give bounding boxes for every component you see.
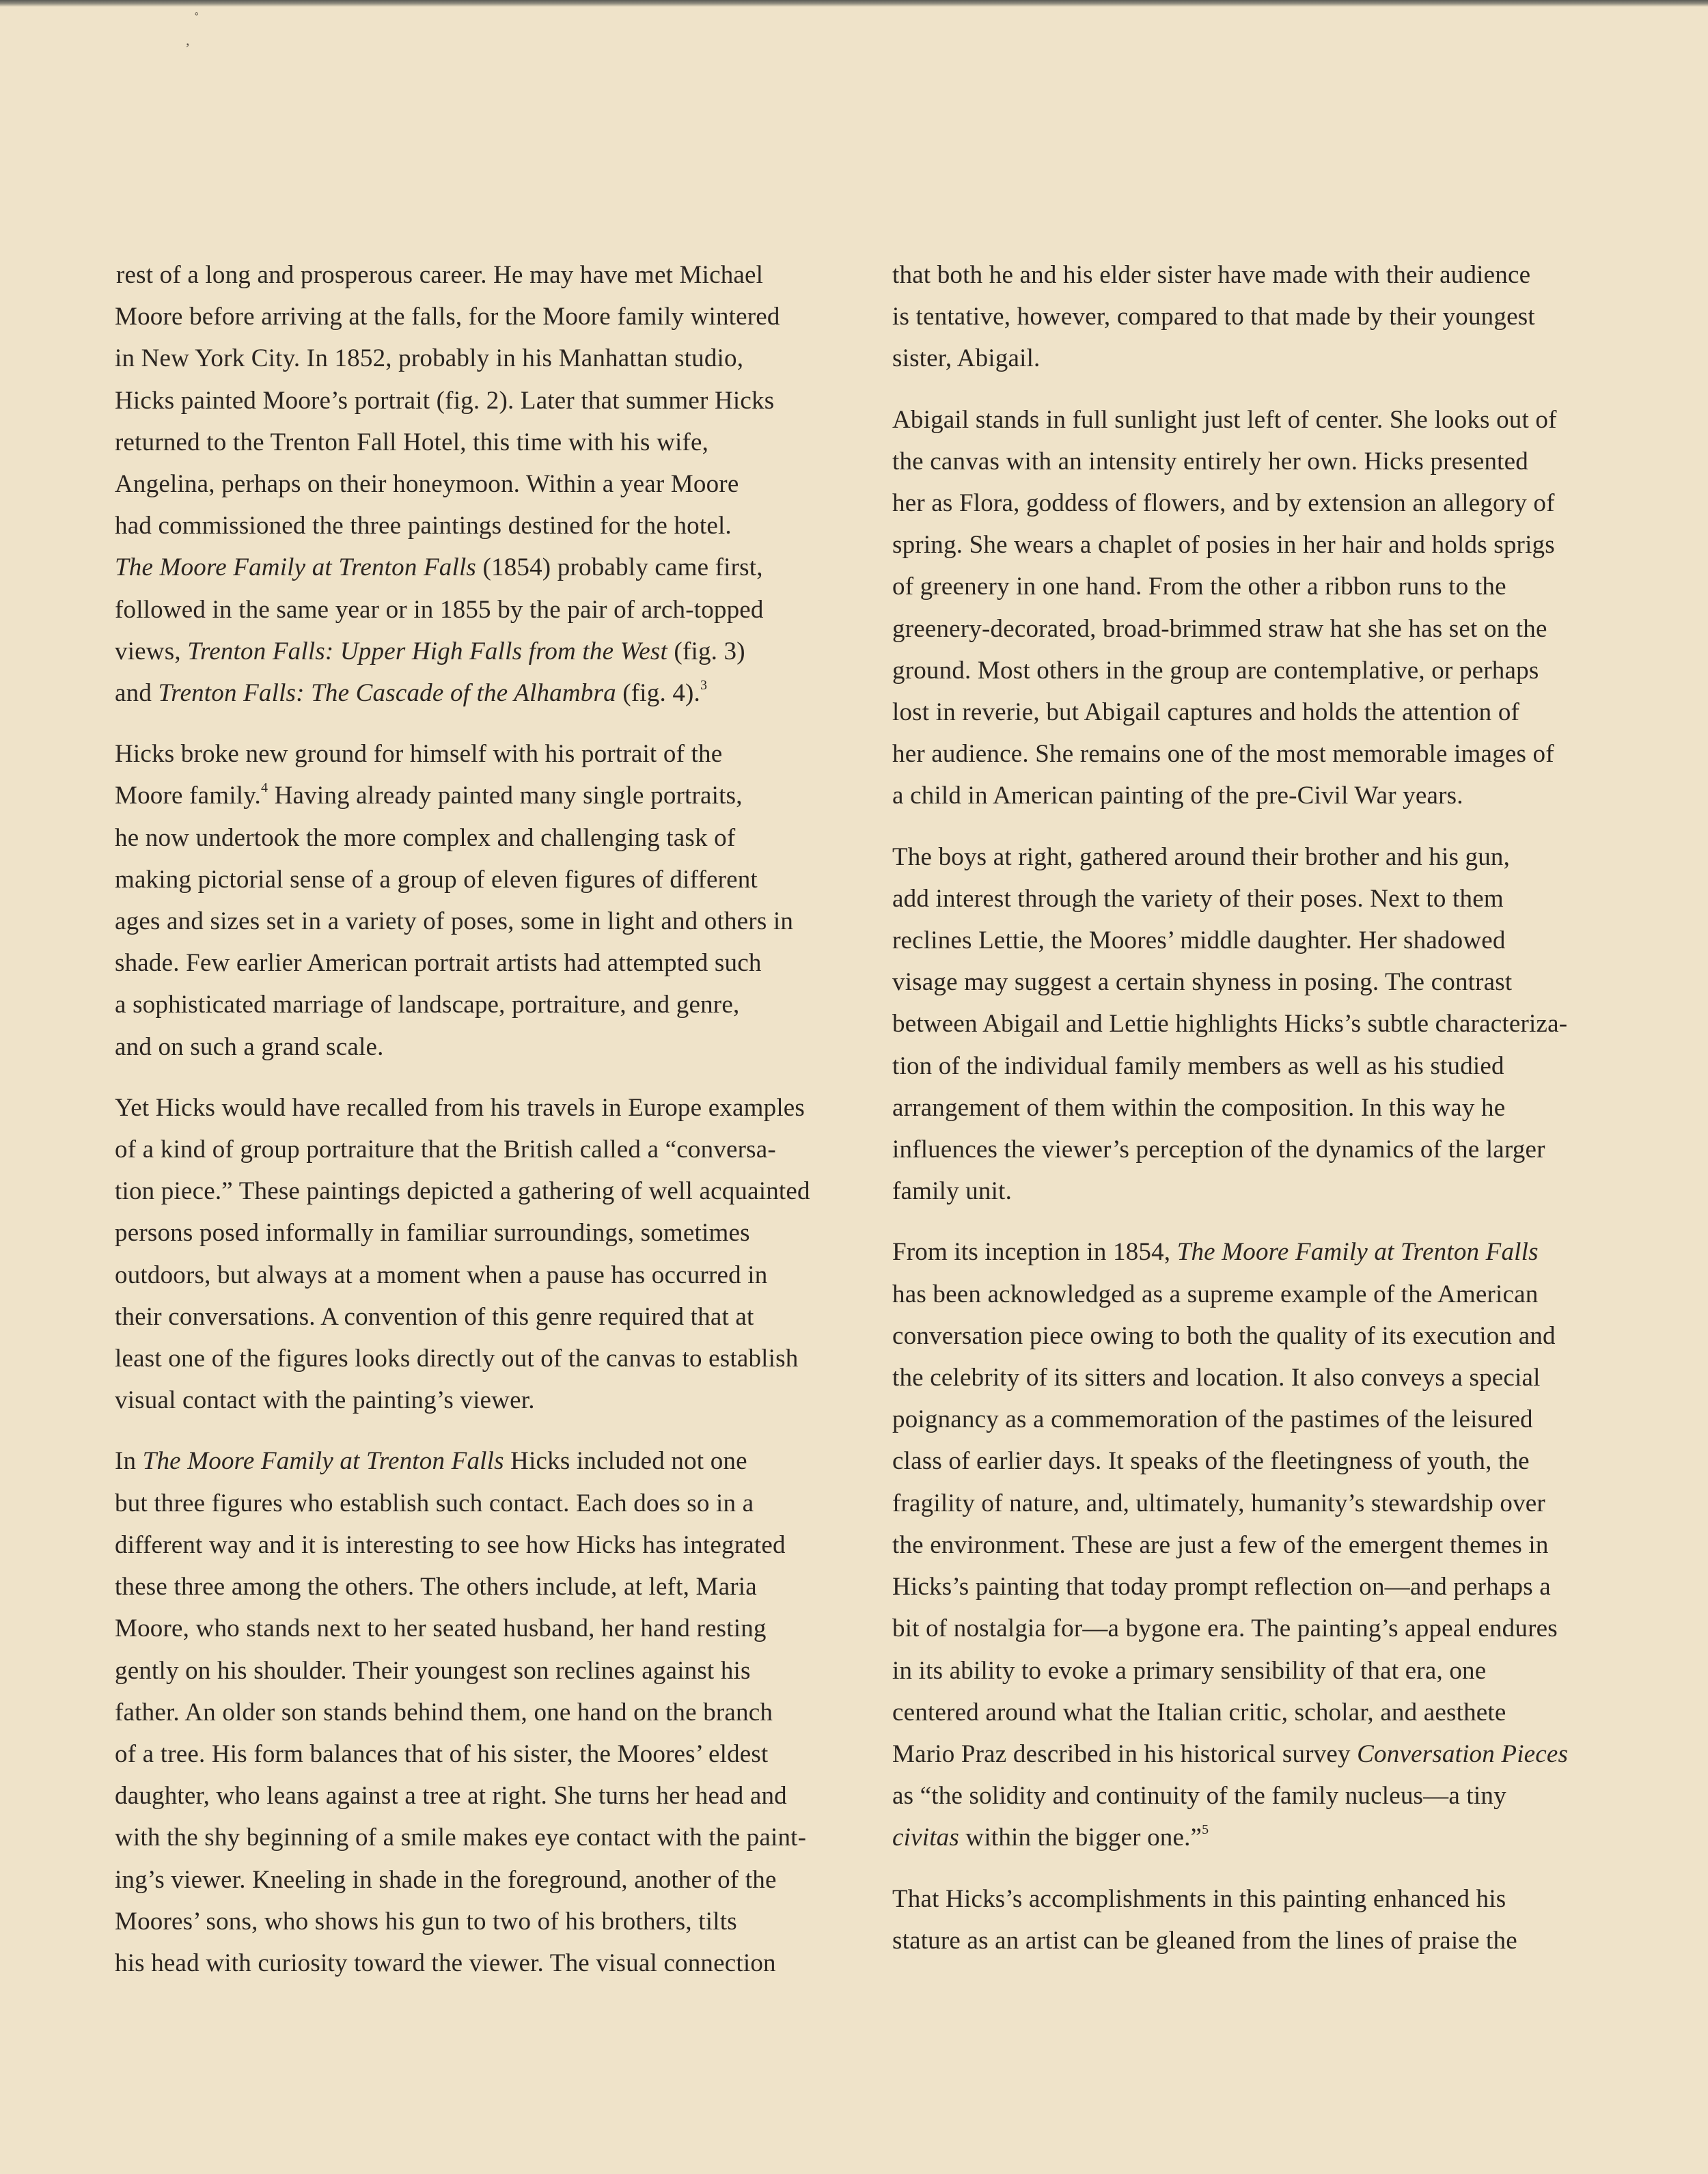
- text-line: [115, 1608, 873, 1649]
- text-line: [115, 1087, 873, 1129]
- text-line: [892, 296, 1616, 338]
- italic-title: The Moore Family at Trenton Falls: [1176, 1238, 1539, 1267]
- text-line: [892, 338, 1616, 379]
- text-run: of greenery in one hand. From the other a ribbon runs to the: [892, 573, 1506, 601]
- paragraph: [892, 399, 1616, 817]
- paragraph: [892, 1231, 1616, 1858]
- text-run: shade. Few earlier American portrait artists had attempted such: [115, 949, 762, 978]
- text-run: the celebrity of its sitters and location. It also conveys a special: [892, 1364, 1541, 1392]
- text-line: [115, 254, 873, 296]
- text-run: Moores’ sons, who shows his gun to two of his brothers, tilts: [115, 1907, 737, 1936]
- text-run: in its ability to evoke a primary sensibility of that era, one: [892, 1656, 1487, 1685]
- text-run: class of earlier days. It speaks of the fleetingness of youth, the: [892, 1447, 1530, 1476]
- text-line: [892, 1003, 1616, 1045]
- text-run: centered around what the Italian critic, scholar, and aesthete: [892, 1698, 1506, 1726]
- text-line: [892, 733, 1616, 775]
- text-run: Having already painted many single portraits,: [268, 782, 743, 810]
- text-column-left: [115, 254, 873, 2003]
- text-run: influences the viewer’s perception of the dynamics of the larger: [892, 1136, 1545, 1164]
- text-run: tion of the individual family members as well as his studied: [892, 1051, 1504, 1080]
- text-line: [115, 1379, 873, 1421]
- text-line: [115, 1692, 873, 1733]
- text-line: [892, 775, 1616, 816]
- text-run: he now undertook the more complex and challenging task of: [115, 823, 736, 852]
- text-run: her audience. She remains one of the most memorable images of: [892, 740, 1554, 769]
- text-line: [892, 1566, 1616, 1608]
- text-run: (fig. 4).: [616, 679, 701, 708]
- text-run: Hicks included not one: [504, 1447, 747, 1476]
- text-run: From its inception in 1854,: [892, 1238, 1177, 1267]
- text-line: [892, 1920, 1616, 1962]
- text-run: daughter, who leans against a tree at right. She turns her head and: [115, 1782, 787, 1811]
- scan-top-edge: [0, 0, 1708, 7]
- text-run: least one of the figures looks directly out of the canvas to establish: [115, 1345, 799, 1373]
- text-line: [892, 1087, 1616, 1129]
- text-line: [892, 961, 1616, 1003]
- text-line: [892, 1357, 1616, 1399]
- text-run: of a kind of group portraiture that the British called a “conversa-: [115, 1136, 776, 1164]
- text-run: of a tree. His form balances that of his sister, the Moores’ eldest: [115, 1739, 769, 1768]
- text-run: Hicks painted Moore’s portrait (fig. 2). Later that summer Hicks: [115, 386, 775, 415]
- text-run: that both he and his elder sister have made with their audience: [892, 261, 1531, 289]
- text-run: fragility of nature, and, ultimately, humanity’s stewardship over: [892, 1489, 1545, 1517]
- paragraph: [115, 1087, 873, 1422]
- text-run: Yet Hicks would have recalled from his travels in Europe examples: [115, 1093, 805, 1122]
- text-run: visage may suggest a certain shyness in posing. The contrast: [892, 968, 1513, 997]
- text-line: [115, 733, 873, 775]
- text-line: [892, 1483, 1616, 1524]
- text-run: in New York City. In 1852, probably in his Manhattan studio,: [115, 344, 744, 373]
- text-run: had commissioned the three paintings destined for the hotel.: [115, 512, 732, 540]
- text-line: [892, 482, 1616, 524]
- text-line: [892, 691, 1616, 733]
- text-line: [115, 1440, 873, 1482]
- text-line: [892, 650, 1616, 691]
- text-run: making pictorial sense of a group of eleven figures of different: [115, 865, 758, 894]
- paragraph: [115, 733, 873, 1068]
- italic-title: Conversation Pieces: [1357, 1739, 1569, 1768]
- text-line: [115, 984, 873, 1026]
- text-run: between Abigail and Lettie highlights Hicks’s subtle characteriza-: [892, 1010, 1568, 1038]
- text-line: [115, 1650, 873, 1692]
- text-run: Abigail stands in full sunlight just left of center. She looks out of: [892, 405, 1557, 434]
- text-run: as “the solidity and continuity of the family nucleus—a tiny: [892, 1782, 1506, 1811]
- text-run: (fig. 3): [667, 637, 745, 665]
- text-run: within the bigger one.”: [959, 1824, 1202, 1852]
- text-run: but three figures who establish such contact. Each does so in a: [115, 1489, 754, 1517]
- text-line: [115, 547, 873, 588]
- text-run: her as Flora, goddess of flowers, and by extension an allegory of: [892, 489, 1555, 518]
- text-line: [115, 380, 873, 422]
- text-line: [892, 1440, 1616, 1482]
- text-line: [115, 1859, 873, 1901]
- italic-title: The Moore Family at Trenton Falls: [115, 553, 477, 582]
- text-run: has been acknowledged as a supreme example of the American: [892, 1280, 1539, 1308]
- text-run: sister, Abigail.: [892, 344, 1041, 373]
- footnote-ref: 3: [700, 677, 708, 693]
- text-run: greenery-decorated, broad-brimmed straw hat she has set on the: [892, 614, 1547, 643]
- text-line: [892, 1733, 1616, 1775]
- text-run: The boys at right, gathered around their brother and his gun,: [892, 842, 1511, 871]
- text-line: [892, 608, 1616, 650]
- text-run: arrangement of them within the composition. In this way he: [892, 1093, 1506, 1122]
- text-line: [892, 1399, 1616, 1440]
- text-line: [892, 920, 1616, 961]
- scan-speck: ˚: [194, 10, 199, 27]
- text-run: father. An older son stands behind them, one hand on the branch: [115, 1698, 773, 1726]
- text-line: [115, 1129, 873, 1170]
- text-run: his head with curiosity toward the viewer. The visual connection: [115, 1949, 776, 1977]
- text-run: gently on his shoulder. Their youngest son reclines against his: [115, 1656, 751, 1685]
- text-run: ing’s viewer. Kneeling in shade in the foreground, another of the: [115, 1865, 777, 1894]
- text-run: Moore before arriving at the falls, for the Moore family wintered: [115, 303, 780, 331]
- text-run: poignancy as a commemoration of the pastimes of the leisured: [892, 1405, 1533, 1434]
- text-run: returned to the Trenton Fall Hotel, this time with his wife,: [115, 428, 709, 456]
- text-run: and: [115, 679, 159, 708]
- text-line: [892, 1878, 1616, 1920]
- text-line: [115, 859, 873, 900]
- text-line: [892, 1817, 1616, 1858]
- text-line: [115, 422, 873, 463]
- text-run: Hicks’s painting that today prompt reflection on—and perhaps a: [892, 1573, 1551, 1601]
- text-run: add interest through the variety of their poses. Next to them: [892, 884, 1504, 913]
- text-line: [892, 1170, 1616, 1212]
- text-line: [115, 1524, 873, 1566]
- text-line: [892, 836, 1616, 878]
- text-run: tion piece.” These paintings depicted a gathering of well acquainted: [115, 1177, 810, 1206]
- text-line: [115, 1901, 873, 1942]
- text-line: [115, 900, 873, 942]
- text-run: Moore family.: [115, 782, 261, 810]
- text-line: [115, 296, 873, 338]
- text-run: a sophisticated marriage of landscape, portraiture, and genre,: [115, 991, 740, 1019]
- text-run: ages and sizes set in a variety of poses, some in light and others in: [115, 907, 794, 936]
- text-run: ground. Most others in the group are contemplative, or perhaps: [892, 656, 1539, 685]
- text-line: [115, 338, 873, 379]
- text-line: [892, 1045, 1616, 1087]
- text-run: these three among the others. The others include, at left, Maria: [115, 1573, 757, 1601]
- text-line: [115, 1483, 873, 1524]
- text-line: [892, 399, 1616, 441]
- text-line: [115, 1338, 873, 1379]
- text-run: family unit.: [892, 1177, 1013, 1206]
- text-line: [892, 1274, 1616, 1315]
- text-run: a child in American painting of the pre-Civil War years.: [892, 782, 1463, 810]
- text-line: [115, 672, 873, 714]
- text-run: In: [115, 1447, 143, 1476]
- text-line: [115, 775, 873, 816]
- paragraph: [115, 254, 873, 714]
- paragraph: [892, 836, 1616, 1213]
- text-line: [892, 878, 1616, 920]
- text-line: [892, 441, 1616, 482]
- paragraph: [115, 1440, 873, 1984]
- text-run: outdoors, but always at a moment when a pause has occurred in: [115, 1261, 768, 1289]
- text-line: [115, 631, 873, 672]
- text-line: [115, 1170, 873, 1212]
- text-run: conversation piece owing to both the quality of its execution and: [892, 1321, 1556, 1350]
- italic-title: civitas: [892, 1824, 959, 1852]
- text-line: [115, 942, 873, 984]
- scan-speck: ,: [186, 31, 190, 49]
- text-run: stature as an artist can be gleaned from the lines of praise the: [892, 1926, 1517, 1955]
- text-run: Angelina, perhaps on their honeymoon. Within a year Moore: [115, 470, 739, 499]
- text-run: reclines Lettie, the Moores’ middle daughter. Her shadowed: [892, 926, 1506, 955]
- text-line: [892, 1692, 1616, 1733]
- text-line: [892, 524, 1616, 566]
- text-line: [892, 1775, 1616, 1817]
- text-line: [115, 1566, 873, 1608]
- text-run: the canvas with an intensity entirely her own. Hicks presented: [892, 447, 1528, 476]
- text-run: Mario Praz described in his historical survey: [892, 1739, 1358, 1768]
- text-line: [892, 1524, 1616, 1566]
- text-run: views,: [115, 637, 188, 665]
- text-line: [892, 1650, 1616, 1692]
- text-run: bit of nostalgia for—a bygone era. The painting’s appeal endures: [892, 1614, 1558, 1643]
- text-line: [115, 817, 873, 859]
- text-line: [115, 505, 873, 547]
- text-run: different way and it is interesting to see how Hicks has integrated: [115, 1530, 786, 1559]
- text-run: and on such a grand scale.: [115, 1032, 384, 1061]
- italic-title: The Moore Family at Trenton Falls: [142, 1447, 504, 1476]
- text-line: [115, 1775, 873, 1817]
- text-run: rest of a long and prosperous career. He may have met Michael: [116, 261, 764, 289]
- text-run: visual contact with the painting’s viewer.: [115, 1386, 535, 1415]
- text-line: [115, 463, 873, 505]
- text-run: with the shy beginning of a smile makes eye contact with the paint-: [115, 1824, 807, 1852]
- text-line: [115, 1254, 873, 1296]
- italic-title: Trenton Falls: Upper High Falls from the West: [187, 637, 667, 665]
- text-run: lost in reverie, but Abigail captures and holds the attention of: [892, 698, 1520, 727]
- text-line: [892, 254, 1616, 296]
- text-column-right: [892, 254, 1616, 1981]
- text-run: followed in the same year or in 1855 by the pair of arch-topped: [115, 595, 764, 624]
- text-run: the environment. These are just a few of the emergent themes in: [892, 1530, 1549, 1559]
- text-run: Moore, who stands next to her seated husband, her hand resting: [115, 1614, 767, 1643]
- footnote-ref: 4: [260, 780, 268, 796]
- text-run: spring. She wears a chaplet of posies in her hair and holds sprigs: [892, 531, 1555, 560]
- text-line: [892, 566, 1616, 607]
- text-line: [115, 1942, 873, 1984]
- text-run: (1854) probably came first,: [476, 553, 763, 582]
- text-line: [115, 1733, 873, 1775]
- text-line: [115, 1817, 873, 1858]
- italic-title: Trenton Falls: The Cascade of the Alhambra: [158, 679, 616, 708]
- text-line: [892, 1129, 1616, 1170]
- paragraph: [892, 1878, 1616, 1962]
- text-line: [892, 1608, 1616, 1649]
- text-run: Hicks broke new ground for himself with his portrait of the: [115, 740, 723, 769]
- text-line: [892, 1315, 1616, 1357]
- text-line: [115, 1026, 873, 1068]
- footnote-ref: 5: [1202, 1821, 1209, 1837]
- text-run: persons posed informally in familiar surroundings, sometimes: [115, 1219, 750, 1248]
- text-run: That Hicks’s accomplishments in this painting enhanced his: [892, 1884, 1506, 1913]
- text-line: [115, 1296, 873, 1338]
- text-line: [115, 1212, 873, 1254]
- paragraph: [892, 254, 1616, 380]
- text-line: [892, 1231, 1616, 1273]
- text-line: [115, 589, 873, 631]
- text-run: is tentative, however, compared to that made by their youngest: [892, 303, 1535, 331]
- text-run: their conversations. A convention of this genre required that at: [115, 1302, 754, 1331]
